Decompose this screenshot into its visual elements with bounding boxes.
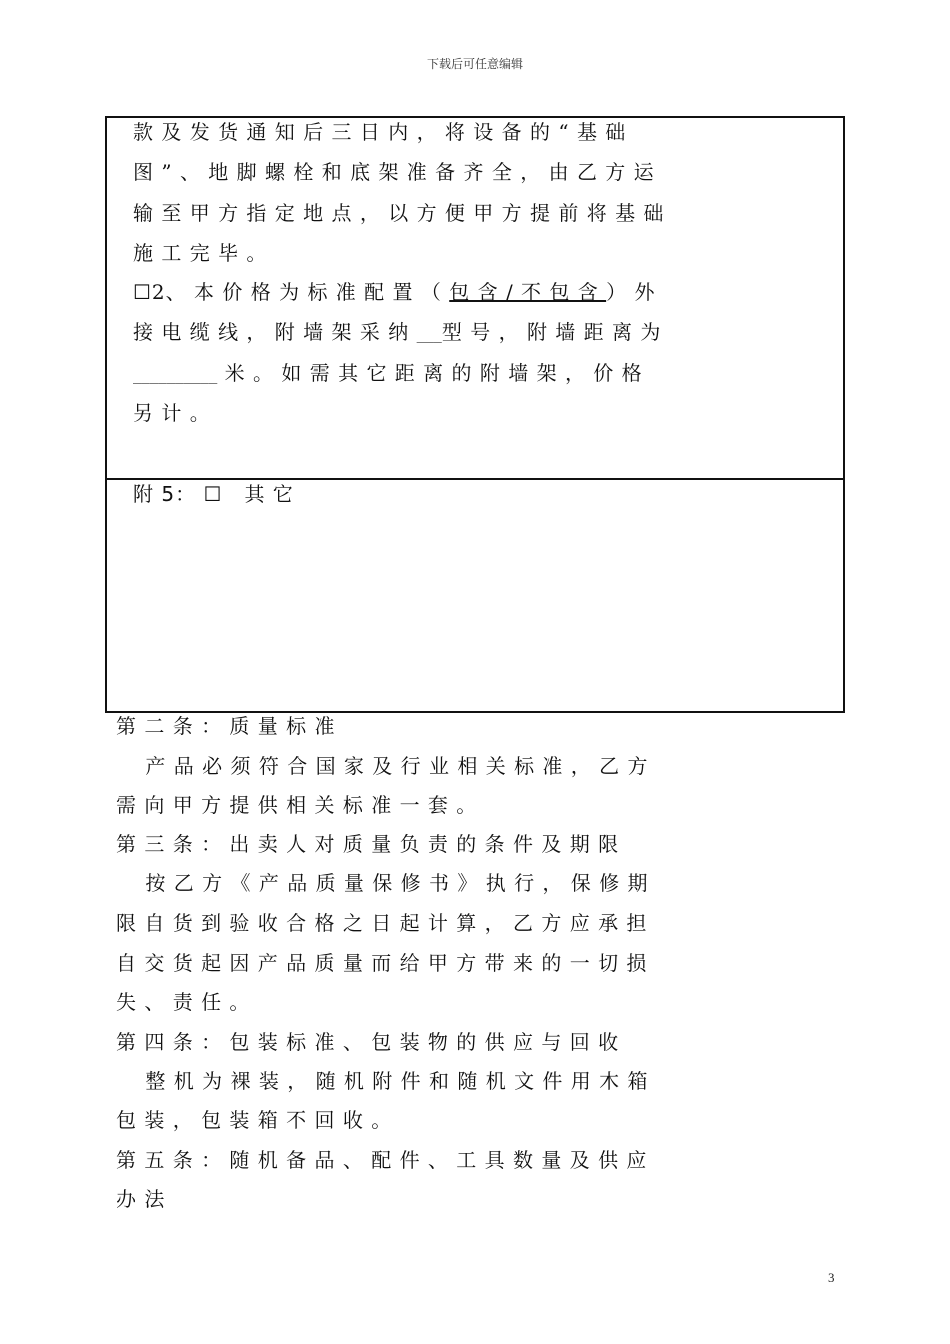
article-4-heading: 第 四 条 ： 包 装 标 准 、 包 装 物 的 供 应 与 回 收 (116, 1030, 620, 1054)
article-3-body-3: 自 交 货 起 因 产 品 质 量 而 给 甲 方 带 来 的 一 切 损 (116, 951, 648, 975)
article-5-heading: 第 五 条 ： 随 机 备 品 、 配 件 、 工 具 数 量 及 供 应 (116, 1148, 648, 1172)
article-3-body-2: 限 自 货 到 验 收 合 格 之 日 起 计 算 ， 乙 方 应 承 担 (116, 911, 648, 935)
item2-suffix: ） 外 (606, 280, 656, 304)
item2-prefix: ☐2、 本 价 格 为 标 准 配 置 （ (133, 280, 450, 304)
page-header-note: 下载后可任意编辑 (426, 57, 523, 71)
box1-line-3: 输 至 甲 方 指 定 地 点 ， 以 方 便 甲 方 提 前 将 基 础 (133, 201, 665, 225)
attachment-5-title: 附 5： ☐ 其 它 (133, 482, 294, 506)
distance-blank: __________ (133, 368, 218, 384)
box1-line-8: 另 计 。 (133, 401, 211, 425)
article-4-body-1: 整 机 为 裸 装 ， 随 机 附 件 和 随 机 文 件 用 木 箱 (116, 1069, 649, 1093)
line6-text-b: 型 号 ， 附 墙 距 离 为 (441, 320, 662, 344)
model-blank: ___ (416, 327, 442, 343)
article-4-body-2: 包 装 ， 包 装 箱 不 回 收 。 (116, 1108, 393, 1132)
box1-line-2: 图 ” 、 地 脚 螺 栓 和 底 架 准 备 齐 全 ， 由 乙 方 运 (133, 160, 655, 184)
article-2-body-1: 产 品 必 须 符 合 国 家 及 行 业 相 关 标 准 ， 乙 方 (116, 754, 649, 778)
article-5-heading-cont: 办 法 (116, 1187, 166, 1211)
article-3-heading: 第 三 条 ： 出 卖 人 对 质 量 负 责 的 条 件 及 期 限 (116, 832, 620, 856)
article-3-body-4: 失 、 责 任 。 (116, 990, 251, 1014)
box1-line-6 (133, 320, 661, 347)
box1-line-7 (133, 361, 643, 388)
article-2-heading: 第 二 条 ： 质 量 标 准 (116, 714, 336, 738)
box1-line-4: 施 工 完 毕 。 (133, 241, 268, 265)
line6-text-a: 接 电 缆 线 ， 附 墙 架 采 纳 (133, 320, 417, 344)
line7-text: 米 。 如 需 其 它 距 离 的 附 墙 架 ， 价 格 (217, 361, 643, 385)
box1-line-1: 款 及 发 货 通 知 后 三 日 内 ， 将 设 备 的 “ 基 础 (133, 120, 627, 144)
article-2-body-2: 需 向 甲 方 提 供 相 关 标 准 一 套 。 (116, 793, 478, 817)
article-3-body-1: 按 乙 方 《 产 品 质 量 保 修 书 》 执 行 ， 保 修 期 (116, 871, 649, 895)
page-number: 3 (828, 1270, 835, 1285)
attachment-box-other (105, 478, 845, 713)
box1-item-2 (133, 280, 655, 304)
item2-options: 包 含 / 不 包 含 (449, 280, 607, 304)
